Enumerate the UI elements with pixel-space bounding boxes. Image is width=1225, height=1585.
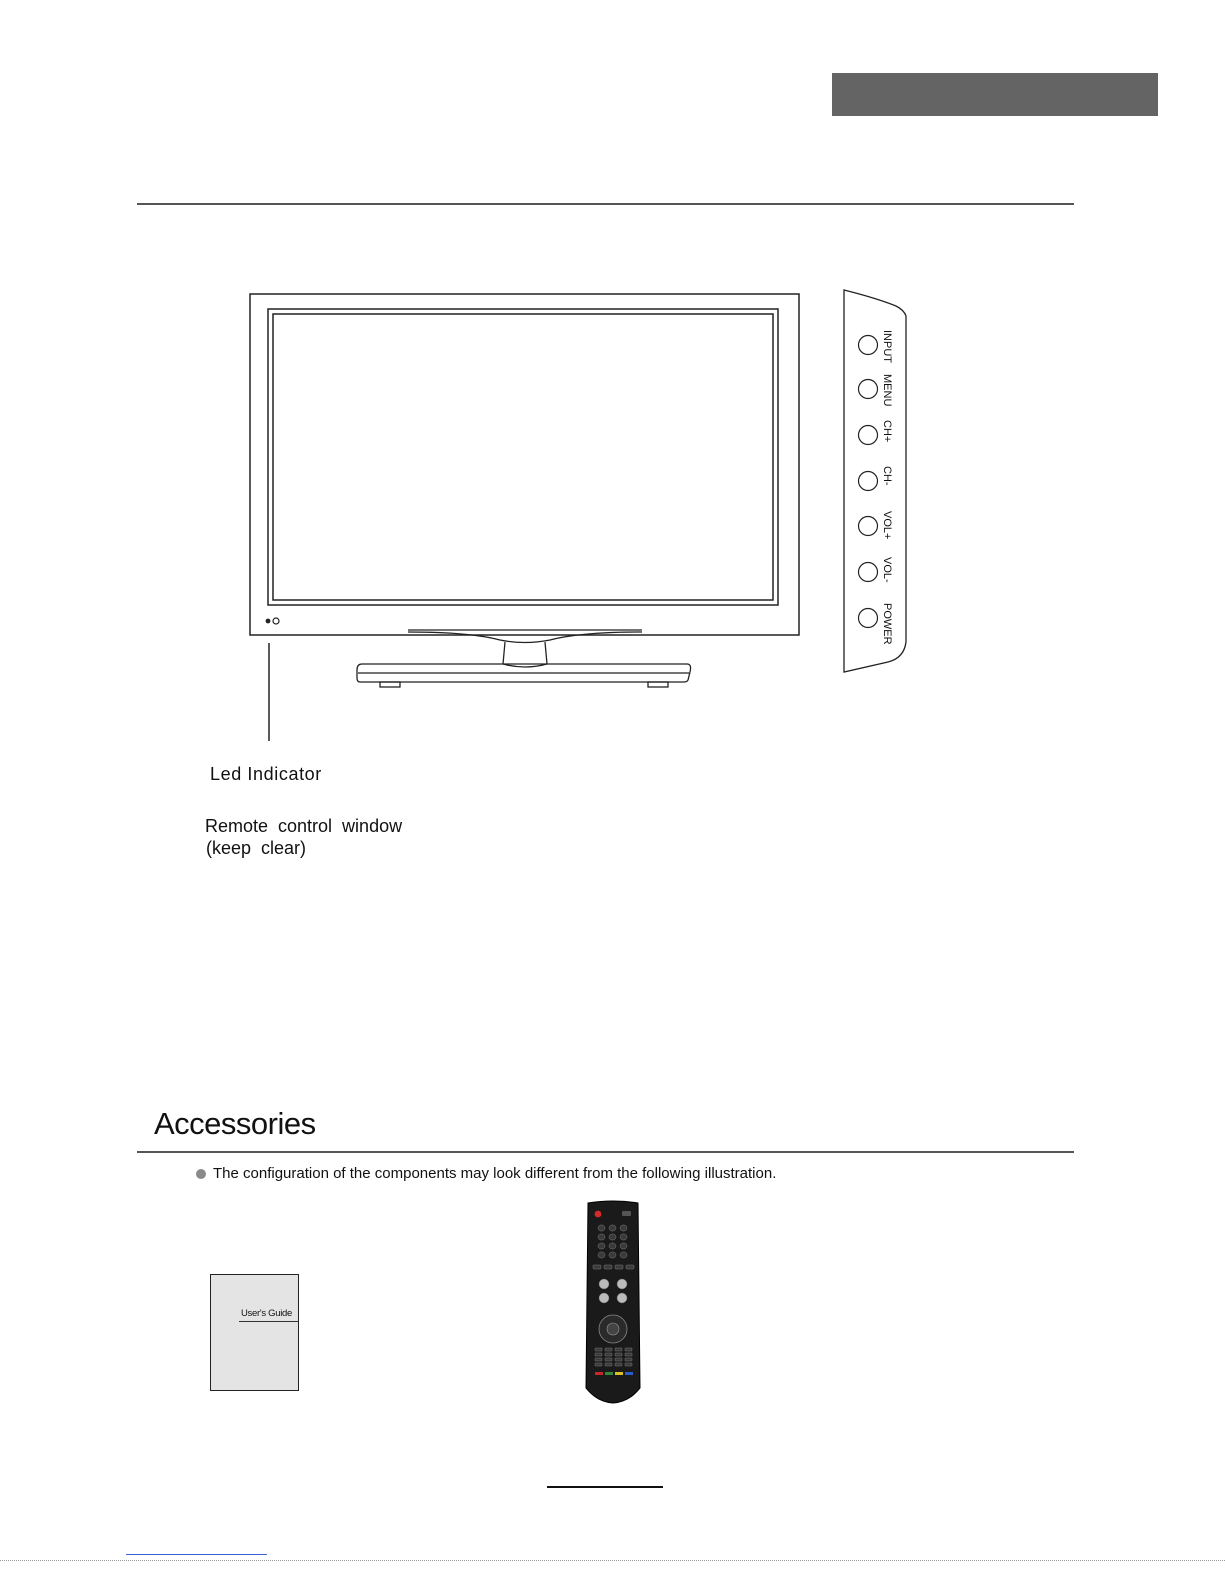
remote-key	[598, 1234, 605, 1240]
side-button-label-4: CH-	[881, 466, 893, 486]
remote-key	[595, 1348, 602, 1351]
remote-key	[615, 1363, 622, 1366]
remote-key	[609, 1234, 616, 1240]
users-guide-booklet	[210, 1274, 299, 1391]
remote-key	[605, 1353, 612, 1356]
remote-key	[609, 1243, 616, 1249]
remote-key	[605, 1363, 612, 1366]
remote-key	[605, 1348, 612, 1351]
page-number-rule	[547, 1486, 663, 1488]
side-button-label-2: MENU	[881, 374, 893, 407]
remote-key	[625, 1348, 632, 1351]
remote-key	[615, 1358, 622, 1361]
remote-key	[620, 1234, 627, 1240]
side-button-label-5: VOL+	[881, 511, 893, 540]
remote-key	[595, 1353, 602, 1356]
accessories-note-text: The configuration of the components may look different from the following illustration.	[213, 1165, 777, 1182]
side-button-label-7: POWER	[881, 603, 893, 645]
remote-window-label: Remote control window	[205, 816, 403, 836]
accessories-heading: Accessories	[154, 1106, 316, 1141]
remote-key	[615, 1348, 622, 1351]
accessories-note	[196, 1165, 776, 1183]
remote-key	[620, 1225, 627, 1231]
remote-key	[625, 1353, 632, 1356]
footer-dotted-line	[0, 1560, 1225, 1561]
remote-key	[604, 1265, 612, 1269]
remote-key	[615, 1265, 623, 1269]
remote-key	[620, 1252, 627, 1258]
remote-key	[625, 1363, 632, 1366]
accessories-divider	[137, 1151, 1074, 1153]
remote-key	[598, 1225, 605, 1231]
remote-key	[609, 1252, 616, 1258]
remote-key	[615, 1353, 622, 1356]
keep-clear-label: (keep clear)	[206, 838, 307, 858]
remote-key	[625, 1358, 632, 1361]
remote-key	[593, 1265, 601, 1269]
remote-key	[599, 1293, 609, 1303]
remote-control-illustration	[584, 1200, 642, 1404]
remote-key	[599, 1279, 609, 1289]
remote-key	[595, 1363, 602, 1366]
led-indicator-label: Led Indicator	[210, 764, 322, 784]
remote-key	[617, 1293, 627, 1303]
users-guide-label: User's Guide	[241, 1308, 293, 1319]
remote-key	[598, 1243, 605, 1249]
bullet-icon	[196, 1169, 206, 1179]
footer-link-line	[126, 1554, 267, 1555]
remote-key	[626, 1265, 634, 1269]
remote-key	[598, 1252, 605, 1258]
side-button-label-3: CH+	[881, 420, 893, 443]
side-button-label-6: VOL-	[881, 557, 893, 583]
side-button-label-1: INPUT	[881, 330, 893, 363]
remote-power-icon	[595, 1211, 602, 1218]
remote-key	[595, 1358, 602, 1361]
remote-key	[609, 1225, 616, 1231]
remote-key	[620, 1243, 627, 1249]
users-guide-underline	[239, 1321, 299, 1322]
remote-key	[617, 1279, 627, 1289]
remote-key	[605, 1358, 612, 1361]
